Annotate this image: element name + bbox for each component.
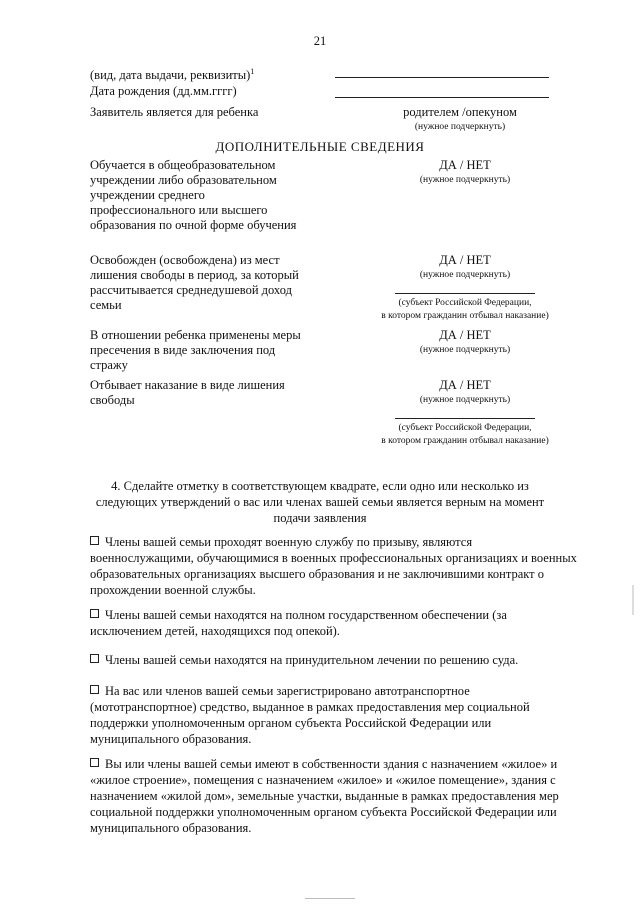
id-details-label: (вид, дата выдачи, реквизиты)$^1$ — [90, 67, 255, 83]
checkbox-state-support[interactable] — [90, 609, 99, 618]
question-serving: Отбывает наказание в виде лишения свободы — [90, 378, 285, 407]
yes-no-serving[interactable]: ДА / НЕТ — [439, 378, 491, 392]
statement-vehicle: На вас или членов вашей семьи зарегистрировано автотранспортное (мототранспортное) средство, выданное в рамках предоставления мер социальной поддержки уполномоченным органом субъекта Российской Федерации или муниципального образования. — [90, 684, 530, 746]
subject-line-released[interactable] — [395, 293, 535, 294]
statement-military: Члены вашей семьи проходят военную службу по призыву, являются военнослужащими, обучающимися в военных профессиональных организациях и военных образовательных организациях высшего образования и не заключившими контракт о прохождении военной службы. — [90, 535, 577, 597]
question-released: Освобожден (освобождена) из мест лишения свободы в период, за который рассчитывается среднедушевой доход семьи — [90, 253, 299, 312]
subject-note-released-1: (субъект Российской Федерации, — [398, 298, 532, 308]
birth-date-label: Дата рождения (дд.мм.гггг) — [90, 84, 237, 98]
yes-no-released[interactable]: ДА / НЕТ — [439, 253, 491, 267]
subject-note-serving-1: (субъект Российской Федерации, — [398, 423, 532, 433]
page-number: 21 — [313, 34, 327, 48]
note-released: (нужное подчеркнуть) — [419, 270, 511, 280]
question-custody: В отношении ребенка применены меры пресечения в виде заключения под стражу — [90, 328, 301, 372]
subject-note-serving-2: в котором гражданин отбывал наказание) — [381, 436, 549, 446]
statement-state-support: Члены вашей семьи находятся на полном государственном обеспечении (за исключением детей, находящихся под опекой). — [90, 608, 507, 638]
checkbox-vehicle[interactable] — [90, 685, 99, 694]
yes-no-education[interactable]: ДА / НЕТ — [439, 158, 491, 172]
checkbox-military[interactable] — [90, 536, 99, 545]
section-4-heading: 4. Сделайте отметку в соответствующем квадрате, если одно или несколько из следующих утверждений о вас или членах вашей семьи является верным на момент подачи заявления — [95, 479, 545, 525]
applicant-label: Заявитель является для ребенка — [90, 105, 259, 119]
yes-no-custody[interactable]: ДА / НЕТ — [439, 328, 491, 342]
checkbox-compulsory-treatment[interactable] — [90, 654, 99, 663]
applicant-value[interactable]: родителем /опекуном — [403, 105, 517, 119]
note-serving: (нужное подчеркнуть) — [419, 395, 511, 405]
birth-date-line[interactable] — [335, 97, 549, 98]
scan-artifact-line — [305, 898, 355, 899]
id-details-line[interactable] — [335, 77, 549, 78]
question-education: Обучается в общеобразовательном учреждении либо образовательном учреждении среднего профессионального или высшего образования по очной форме обучения — [90, 158, 297, 232]
section-title: ДОПОЛНИТЕЛЬНЫЕ СВЕДЕНИЯ — [215, 139, 425, 154]
note-education: (нужное подчеркнуть) — [419, 175, 511, 185]
subject-note-released-2: в котором гражданин отбывал наказание) — [381, 311, 549, 321]
checkbox-property[interactable] — [90, 758, 99, 767]
applicant-note: (нужное подчеркнуть) — [414, 122, 506, 132]
statement-property: Вы или члены вашей семьи имеют в собственности здания с назначением «жилое» и «жилое строение», помещения с назначением «жилое» и «жилое помещение», здания с назначением «жилой дом», земельные участки, выданные в рамках предоставления мер социальной поддержки уполномоченным органом субъекта Российской Федерации или муниципального образования. — [90, 757, 559, 835]
subject-line-serving[interactable] — [395, 418, 535, 419]
statement-compulsory-treatment: Члены вашей семьи находятся на принудительном лечении по решению суда. — [90, 652, 570, 668]
note-custody: (нужное подчеркнуть) — [419, 345, 511, 355]
scan-artifact-edge — [632, 585, 634, 615]
